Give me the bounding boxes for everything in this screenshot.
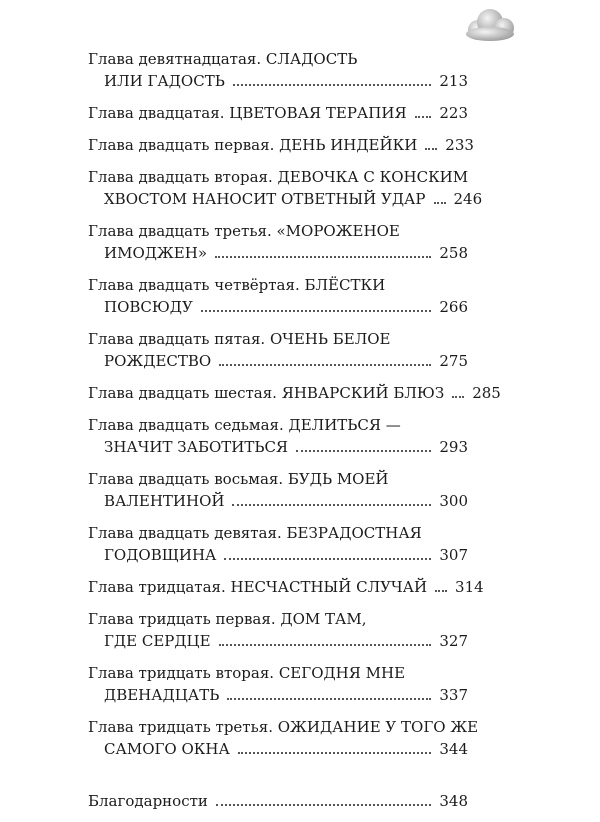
dot-leader <box>232 503 431 506</box>
page-number: 246 <box>453 190 483 208</box>
cloud-icon <box>460 6 520 44</box>
toc-entry-last-line <box>88 436 468 458</box>
toc-entry-title-line1: Глава двадцать восьмая. БУДЬ МОЕЙ <box>88 470 389 488</box>
toc-entry-title-line2: ИМОДЖЕН» <box>104 244 207 262</box>
toc-entry-title-line1: Глава тридцать вторая. СЕГОДНЯ МНЕ <box>88 664 406 682</box>
toc-entry-title-line1: Глава тридцать третья. ОЖИДАНИЕ У ТОГО ЖЕ <box>88 718 479 736</box>
toc-entry-title-line2: ПОВСЮДУ <box>104 298 193 316</box>
dot-leader <box>238 751 432 754</box>
dot-leader <box>219 643 432 646</box>
toc-entry <box>88 468 468 512</box>
dot-leader <box>227 697 431 700</box>
table-of-contents <box>88 48 501 822</box>
page-number: 307 <box>439 546 468 564</box>
toc-entry <box>88 608 468 652</box>
dot-leader <box>216 803 431 806</box>
toc-entry-title-line2: РОЖДЕСТВО <box>104 352 212 370</box>
toc-entry <box>88 414 468 458</box>
toc-entry-last-line <box>88 790 468 812</box>
toc-entry-last-line <box>88 382 501 404</box>
toc-entry <box>88 328 468 372</box>
page-number: 213 <box>439 72 468 90</box>
page-number: 348 <box>439 792 468 810</box>
toc-entry-title-line1: Глава тридцать первая. ДОМ ТАМ, <box>88 610 367 628</box>
toc-entry-title-line1: Глава девятнадцатая. СЛАДОСТЬ <box>88 50 358 68</box>
toc-entry-last-line <box>88 544 468 566</box>
page-number: 233 <box>445 136 474 154</box>
toc-entry-last-line <box>88 684 468 706</box>
page-number: 337 <box>439 686 468 704</box>
toc-entry <box>88 220 468 264</box>
toc-entry-last-line <box>88 296 468 318</box>
toc-entry-title-line2: ВАЛЕНТИНОЙ <box>104 492 225 510</box>
toc-entry <box>88 662 468 706</box>
toc-entry-title-line2: САМОГО ОКНА <box>104 740 230 758</box>
toc-entry-title-line1: Глава двадцать третья. «МОРОЖЕНОЕ <box>88 222 400 240</box>
toc-entry-title-line2: Глава тридцатая. НЕСЧАСТНЫЙ СЛУЧАЙ <box>88 578 428 596</box>
dot-leader <box>415 115 432 118</box>
toc-entry-last-line <box>88 102 468 124</box>
page-number: 344 <box>439 740 468 758</box>
dot-leader <box>215 255 431 258</box>
page-number: 293 <box>439 438 468 456</box>
toc-entry-title-line2: ИЛИ ГАДОСТЬ <box>104 72 225 90</box>
toc-entry-last-line <box>88 738 468 760</box>
toc-entry-last-line <box>88 350 468 372</box>
toc-entry <box>88 134 474 156</box>
toc-entry-last-line <box>88 188 483 210</box>
toc-entry-acknowledgements <box>88 790 468 812</box>
dot-leader <box>233 83 432 86</box>
page-number: 285 <box>472 384 501 402</box>
toc-entry-title-line2: Глава двадцать первая. ДЕНЬ ИНДЕЙКИ <box>88 136 418 154</box>
dot-leader <box>219 363 431 366</box>
toc-entry-title-line2: ХВОСТОМ НАНОСИТ ОТВЕТНЫЙ УДАР <box>104 190 426 208</box>
toc-entry-title-line2: ДВЕНАДЦАТЬ <box>104 686 220 704</box>
toc-entry-last-line <box>88 490 468 512</box>
toc-entry <box>88 102 468 124</box>
toc-entry <box>88 166 483 210</box>
page-number: 223 <box>439 104 468 122</box>
toc-entry-last-line <box>88 134 474 156</box>
toc-entry <box>88 274 468 318</box>
toc-entry <box>88 716 479 760</box>
toc-entry-title-line1: Глава двадцать вторая. ДЕВОЧКА С КОНСКИМ <box>88 168 469 186</box>
toc-entry-title-line2: Глава двадцать шестая. ЯНВАРСКИЙ БЛЮЗ <box>88 384 445 402</box>
toc-entry-last-line <box>88 242 468 264</box>
toc-entry <box>88 576 484 598</box>
page-number: 275 <box>439 352 468 370</box>
toc-entry-title-line1: Глава двадцать седьмая. ДЕЛИТЬСЯ — <box>88 416 401 434</box>
toc-entry-title-line1: Глава двадцать четвёртая. БЛЁСТКИ <box>88 276 386 294</box>
dot-leader <box>434 201 446 204</box>
toc-entry <box>88 48 468 92</box>
toc-entry <box>88 382 501 404</box>
page-number: 266 <box>439 298 468 316</box>
page-number: 314 <box>455 578 484 596</box>
toc-entry-title-line2: ЗНАЧИТ ЗАБОТИТЬСЯ <box>104 438 289 456</box>
dot-leader <box>435 589 447 592</box>
toc-entry-title-line2: ГОДОВЩИНА <box>104 546 217 564</box>
toc-entry-title-line2: ГДЕ СЕРДЦЕ <box>104 632 211 650</box>
toc-entry-title-line2: Глава двадцатая. ЦВЕТОВАЯ ТЕРАПИЯ <box>88 104 407 122</box>
dot-leader <box>296 449 431 452</box>
toc-entry <box>88 522 468 566</box>
page-number: 327 <box>439 632 468 650</box>
toc-entry-last-line <box>88 70 468 92</box>
dot-leader <box>201 309 432 312</box>
dot-leader <box>452 395 464 398</box>
acknowledgements-label: Благодарности <box>88 792 208 810</box>
toc-entry-title-line1: Глава двадцать пятая. ОЧЕНЬ БЕЛОЕ <box>88 330 391 348</box>
toc-entry-last-line <box>88 630 468 652</box>
toc-entry-last-line <box>88 576 484 598</box>
page-number: 258 <box>439 244 468 262</box>
page-number: 300 <box>439 492 468 510</box>
dot-leader <box>425 147 437 150</box>
dot-leader <box>224 557 431 560</box>
toc-entry-title-line1: Глава двадцать девятая. БЕЗРАДОСТНАЯ <box>88 524 422 542</box>
